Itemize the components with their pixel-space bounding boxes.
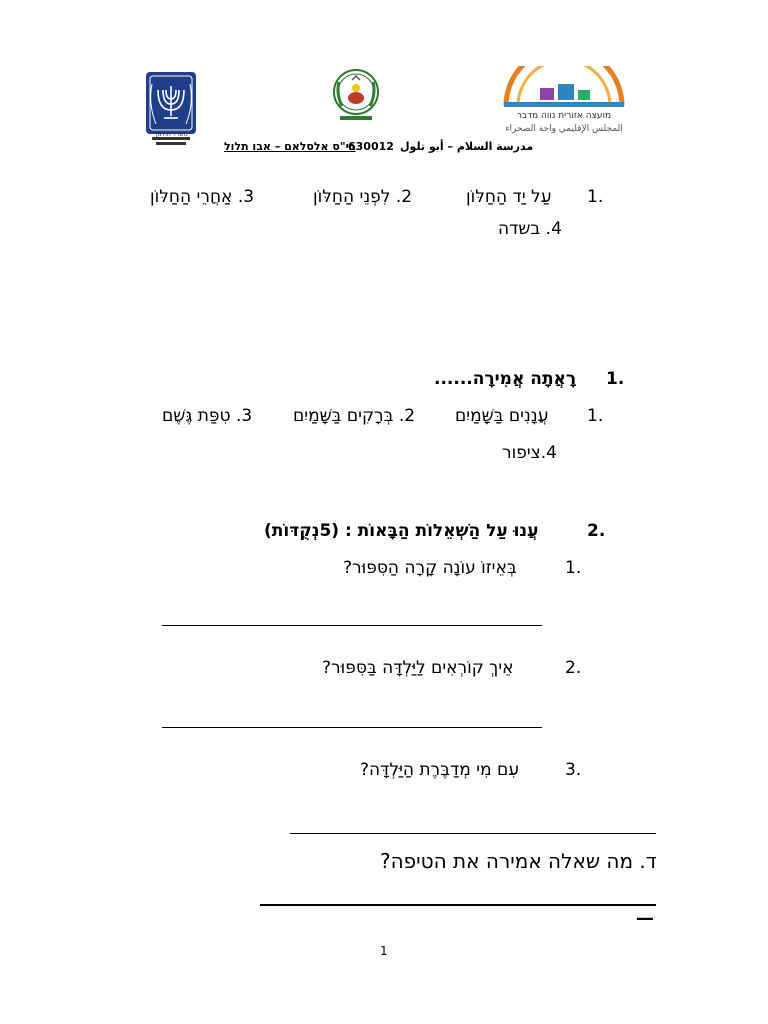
- school-emblem-icon: [330, 62, 382, 128]
- answer-line-d[interactable]: [260, 904, 656, 906]
- section-number: 2.: [587, 521, 606, 541]
- section-title: עֲנוּ עַל הַשְּׁאֵלוֹת הַבָּאוֹת : (5נְקֻדּוֹת): [264, 521, 539, 541]
- school-line-ar: مدرسة السلام – أبو تلول: [400, 140, 534, 153]
- council-name-he: מועצה אזורית נווה מדבר: [516, 111, 612, 121]
- question-number-2: 2.: [565, 658, 582, 678]
- answer-line-1[interactable]: [162, 625, 542, 626]
- question-text-1: בְּאֵיזוֹ עוֹנָה קָרָה הַסִּפּוּר?: [343, 558, 517, 578]
- council-logo-icon: [500, 66, 628, 110]
- option-4: 4.ציפור: [502, 443, 557, 463]
- answer-line-3[interactable]: [290, 833, 656, 834]
- option-1: עֲנָנִים בַּשָּׁמַיִם: [455, 406, 549, 426]
- question-text-2: אֵיךְ קוֹרְאִים לַיַּלְדָּה בַּסִּפּוּר?: [322, 658, 514, 678]
- question-d-text: ד. מה שאלה אמירה את הטיפה?: [380, 849, 657, 873]
- question-number-3: 3.: [565, 760, 582, 780]
- school-line-he: בי"ס אלסלאם – אבו תלול: [224, 140, 356, 153]
- option-number: 1.: [587, 187, 604, 207]
- option-3: 3. טִפַּת גֶּשֶׁם: [162, 406, 253, 426]
- question-title: רָאֲתָה אֲמִירָה......: [434, 369, 577, 389]
- school-code: 630012: [348, 140, 394, 153]
- option-2: 2. לִפְנֵי הַחַלּוֹן: [313, 187, 413, 207]
- option-1: עַל יַד הַחַלּוֹן: [466, 187, 552, 207]
- option-4: 4. בשדה: [498, 219, 562, 239]
- answer-line-2[interactable]: [162, 727, 542, 728]
- question-text-3: עִם מִי מְדַבֶּרֶת הַיַּלְדָּה?: [360, 760, 520, 780]
- emblem-caption: משרד החינוך: [154, 131, 188, 138]
- question-title-number: 1.: [606, 369, 625, 389]
- option-number: 1.: [587, 406, 604, 426]
- answer-line-d-dash: —: [636, 908, 654, 929]
- question-number-1: 1.: [565, 558, 582, 578]
- option-3: 3. אַחֲרֵי הַחַלּוֹן: [150, 187, 255, 207]
- option-2: 2. בְּרָקִים בַּשָּׁמַיִם: [293, 406, 416, 426]
- council-name-ar: المجلس الإقليمي واحة الصحراء: [505, 124, 623, 134]
- page-number: 1: [380, 944, 388, 958]
